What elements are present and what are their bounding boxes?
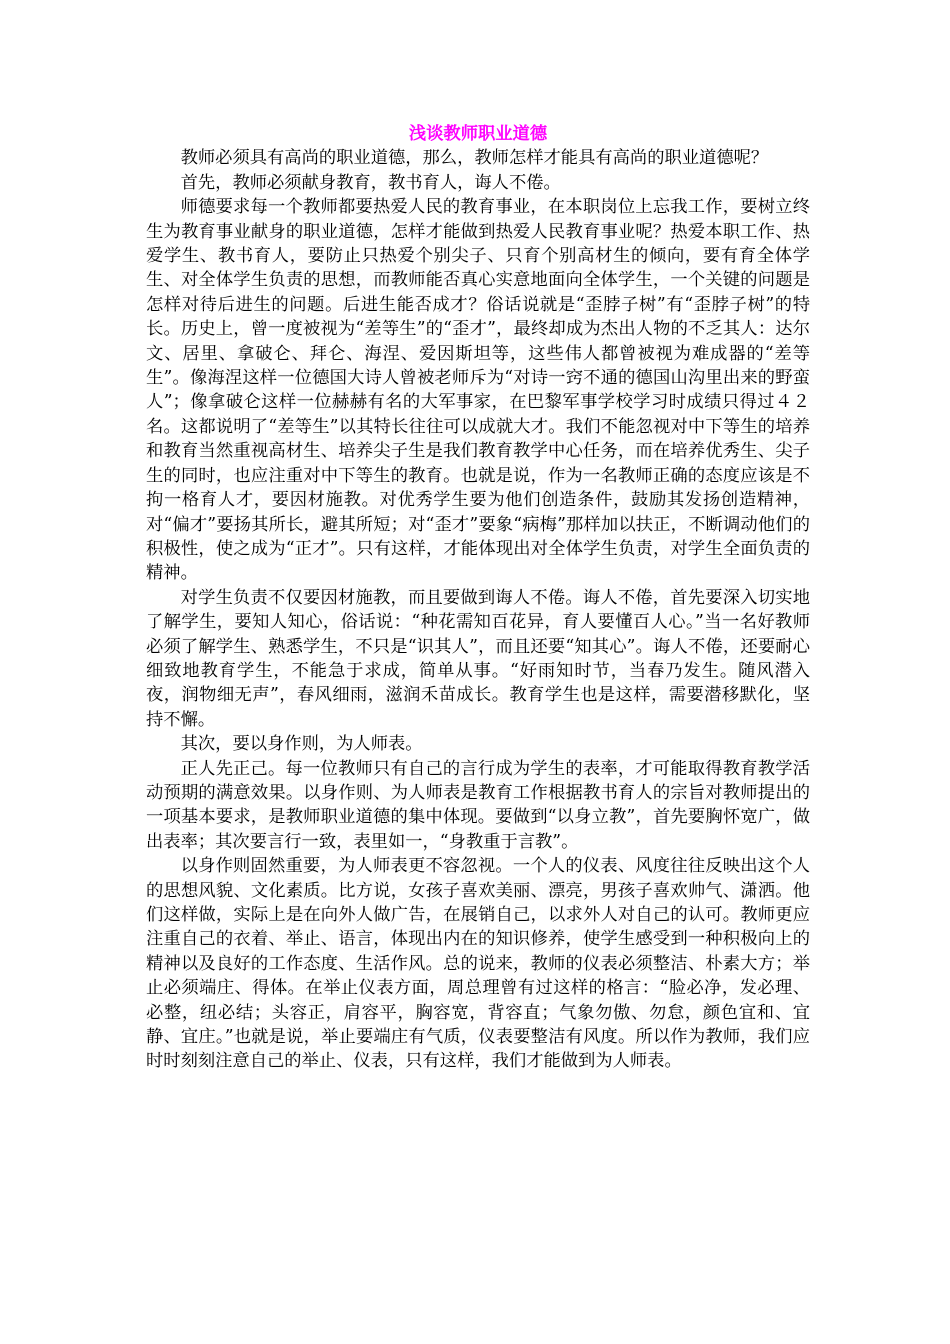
paragraph-appearance: 以身作则固然重要，为人师表更不容忽视。一个人的仪表、风度往往反映出这个人的思想风貌、文化素质。比方说，女孩子喜欢美丽、漂亮，男孩子喜欢帅气、潇洒。他们这样做，实际上是在向外人做广告，在展销自己，以求外人对自己的认可。教师更应注重自己的衣着、举止、语言，体现出内在的知识修养，使学生感受到一种积极向上的精神以及良好的工作态度、生活作风。总的说来，教师的仪表必须整洁、朴素大方；举止必须端庄、得体。在举止仪表方面，周总理曾有过这样的格言：“脸必净，发必理、必整，纽必结；头容正，肩容平，胸容宽，背容直；气象勿傲、勿怠，颜色宜和、宜静、宜庄。”也就是说，举止要端庄有气质，仪表要整洁有风度。所以作为教师，我们应时时刻刻注意自己的举止、仪表，只有这样，我们才能做到为人师表。	[146, 856, 810, 1072]
paragraph-patient-teaching: 对学生负责不仅要因材施教，而且要做到诲人不倦。诲人不倦，首先要深入切实地了解学生，要知人知心，俗话说：“种花需知百花异，育人要懂百人心。”当一名好教师必须了解学生、熟悉学生，不只是“识其人”，而且还要“知其心”。诲人不倦，还要耐心细致地教育学生，不能急于求成，简单从事。“好雨知时节，当春乃发生。随风潜入夜，润物细无声”，春风细雨，滋润禾苗成长。教育学生也是这样，需要潜移默化，坚持不懈。	[146, 587, 810, 730]
document-page	[146, 122, 810, 1074]
paragraph-second-point: 其次，要以身作则，为人师表。	[180, 734, 423, 755]
paragraph-first-point: 首先，教师必须献身教育，教书育人，诲人不倦。	[180, 172, 561, 193]
paragraph-set-example: 正人先正己。每一位教师只有自己的言行成为学生的表率，才可能取得教育教学活动预期的满意效果。以身作则、为人师表是教育工作根据教书育人的宗旨对教师提出的一项基本要求，是教师职业道德的集中体现。要做到“以身立教”，首先要胸怀宽广，做出表率；其次要言行一致，表里如一，“身教重于言教”。	[146, 758, 810, 852]
document-title: 浅谈教师职业道德	[408, 124, 548, 144]
paragraph-intro: 教师必须具有高尚的职业道德，那么，教师怎样才能具有高尚的职业道德呢？	[180, 148, 769, 169]
paragraph-love-education: 师德要求每一个教师都要热爱人民的教育事业，在本职岗位上忘我工作，要树立终生为教育事业献身的职业道德，怎样才能做到热爱人民教育事业呢？热爱本职工作、热爱学生、教书育人，要防止只热爱个别尖子、只育个别高材生的倾向，要有育全体学生、对全体学生负责的思想，而教师能否真心实意地面向全体学生，一个关键的问题是怎样对待后进生的问题。后进生能否成才？俗话说就是“歪脖子树”有“歪脖子树”的特长。历史上，曾一度被视为“差等生”的“歪才”，最终却成为杰出人物的不乏其人：达尔文、居里、拿破仑、拜仑、海涅、爱因斯坦等，这些伟人都曾被视为难成器的“差等生”。像海涅这样一位德国大诗人曾被老师斥为“对诗一窍不通的德国山沟里出来的野蛮人”；像拿破仑这样一位赫赫有名的大军事家，在巴黎军事学校学习时成绩只得过４２名。这都说明了“差等生”以其特长往往可以成就大才。我们不能忽视对中下等生的培养和教育当然重视高材生、培养尖子生是我们教育教学中心任务，而在培养优秀生、尖子生的同时，也应注重对中下等生的教育。也就是说，作为一名教师正确的态度应该是不拘一格育人才，要因材施教。对优秀学生要为他们创造条件，鼓励其发扬创造精神，对“偏才”要扬其所长，避其所短；对“歪才”要象“病梅”那样加以扶正，不断调动他们的积极性，使之成为“正才”。只有这样，才能体现出对全体学生负责，对学生全面负责的精神。	[146, 197, 810, 584]
